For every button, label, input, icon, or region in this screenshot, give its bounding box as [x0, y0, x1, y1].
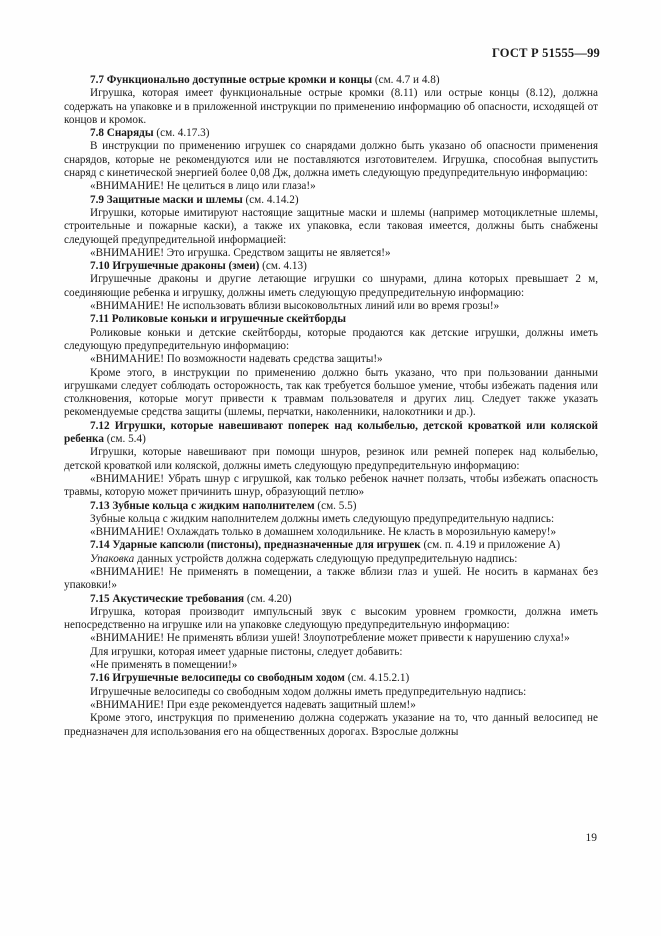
section-reference: (см. 4.13): [262, 260, 307, 273]
section-title: Зубные кольца с жидким наполнителем: [112, 499, 315, 512]
paragraph: Игрушки, которые имитируют настоящие защитные маски и шлемы (например мотоциклетные шлемы, строительные и пожарные каски), а также их упаковка, если таковая имеется, должны быть снабжены следующей предупредительной информацией:: [64, 206, 598, 246]
section-title: Игрушечные драконы (змеи): [112, 260, 260, 273]
paragraph: «ВНИМАНИЕ! Убрать шнур с игрушкой, как только ребенок начнет ползать, чтобы избежать опасность травмы, которую может причинить шнур, образующий петлю»: [64, 472, 598, 499]
section-heading: [64, 127, 598, 140]
section-heading: [64, 74, 598, 87]
paragraph: Игрушечные велосипеды со свободным ходом должны иметь предупредительную надпись:: [90, 685, 527, 698]
section-title: Игрушечные велосипеды со свободным ходом: [112, 672, 345, 685]
section-number: 7.15: [90, 592, 110, 605]
paragraph: «Не применять в помещении!»: [90, 659, 238, 672]
paragraph: Игрушки, которые навешивают при помощи шнуров, резинок или ремней поперек над колыбелью, детской кроваткой или коляской, должны иметь следующую предупредительную информацию:: [64, 446, 598, 472]
paragraph: «ВНИМАНИЕ! По возможности надевать средства защиты!»: [90, 353, 383, 366]
paragraph: «ВНИМАНИЕ! При езде рекомендуется надевать защитный шлем!»: [90, 698, 416, 711]
paragraph: «ВНИМАНИЕ! Не целиться в лицо или глаза!»: [90, 180, 316, 193]
section-number: 7.7: [90, 74, 104, 86]
section-heading: [64, 672, 598, 685]
section-number: 7.13: [90, 499, 110, 512]
section-reference: (см. п. 4.19 и приложение А): [423, 539, 561, 552]
section-reference: (см. 4.17.3): [156, 127, 210, 140]
section-number: 7.9: [90, 193, 104, 206]
section-number: 7.16: [90, 672, 110, 685]
document-body: [64, 74, 598, 739]
paragraph: «ВНИМАНИЕ! Это игрушка. Средством защиты не является!»: [90, 246, 391, 259]
paragraph: [64, 553, 598, 566]
section-number: 7.12: [90, 419, 110, 432]
paragraph: «ВНИМАНИЕ! Не применять в помещении, а также вблизи глаз и ушей. Не носить в карманах без упаковки!»: [64, 565, 598, 592]
section-number: 7.14: [90, 539, 110, 552]
paragraph: Игрушка, которая имеет функциональные острые кромки (8.11) или острые концы (8.12), должна содержать на упаковке и в приложенной инструкции по применению информацию об опасности, исходящей от концов и кромок.: [64, 87, 598, 126]
paragraph: Кроме этого, в инструкции по применению должно быть указано, что при пользовании данными игрушками следует соблюдать осторожность, так как требуется большое умение, чтобы избежать падения или столкновения, которые могут привести к травмам пользователя и других лиц. Следует также указать рекомендуемые средства защиты (шлемы, перчатки, наколенники, налокотники и др.).: [64, 366, 598, 419]
paragraph: Игрушка, которая производит импульсный звук с высоким уровнем громкости, должна иметь непосредственно на игрушке или на упаковке следующую предупредительную информацию:: [64, 605, 598, 632]
section-heading: [64, 500, 598, 513]
paragraph: «ВНИМАНИЕ! Не использовать вблизи высоковольтных линий или во время грозы!»: [90, 300, 500, 313]
paragraph: Кроме этого, инструкция по применению должна содержать указание на то, что данный велосипед не предназначен для использования его на общественных дорогах. Взрослые должны: [64, 712, 598, 738]
page-number: 19: [585, 832, 597, 844]
section-title: Роликовые коньки и игрушечные скейтборды: [111, 313, 346, 326]
section-heading: [64, 420, 598, 447]
section-reference: (см. 5.5): [317, 499, 357, 512]
paragraph: В инструкции по применению игрушек со снарядами должно быть указано об опасности применения снарядов, которые не рекомендуются или не поставляются изготовителем. Игрушка, способная выпустить снаряд с кинетической энергией более 0,08 Дж, должна иметь следующую предупредительную информацию:: [64, 140, 598, 180]
standard-header: ГОСТ Р 51555—99: [491, 46, 600, 60]
section-reference: (см. 4.14.2): [245, 193, 299, 206]
section-number: 7.11: [90, 313, 109, 326]
paragraph-lead: Упаковка: [90, 552, 135, 565]
section-reference: (см. 5.4): [106, 433, 146, 446]
paragraph: Зубные кольца с жидким наполнителем должны иметь следующую предупредительную надпись:: [90, 512, 555, 525]
section-heading: [64, 260, 598, 273]
section-heading: [64, 593, 598, 606]
section-title: Игрушки, которые навешивают поперек над колыбелью, детской кроваткой или коляской ребенка: [64, 419, 599, 446]
section-title: Снаряды: [106, 127, 154, 140]
section-title: Акустические требования: [112, 592, 245, 605]
section-reference: (см. 4.20): [246, 592, 292, 605]
paragraph: «ВНИМАНИЕ! Охлаждать только в домашнем холодильнике. Не класть в морозильную камеру!»: [90, 526, 557, 539]
section-title: Ударные капсюли (пистоны), предназначенные для игрушек: [112, 539, 421, 552]
section-heading: [64, 194, 598, 207]
section-heading: [64, 313, 598, 326]
section-number: 7.8: [90, 127, 104, 140]
section-reference: (см. 4.7 и 4.8): [374, 74, 440, 86]
paragraph: Для игрушки, которая имеет ударные пистоны, следует добавить:: [90, 645, 403, 658]
paragraph: Игрушечные драконы и другие летающие игрушки со шнурами, длина которых превышает 2 м, соединяющие ребенка и игрушку, должны иметь следующую предупредительную информацию:: [64, 273, 598, 299]
paragraph: Роликовые коньки и детские скейтборды, которые продаются как детские игрушки, должны иметь следующую предупредительную информацию:: [64, 326, 598, 352]
section-heading: [64, 539, 598, 552]
section-reference: (см. 4.15.2.1): [347, 672, 410, 685]
paragraph: «ВНИМАНИЕ! Не применять вблизи ушей! Злоупотребление может привести к нарушению слуха!»: [90, 632, 570, 645]
section-title: Функционально доступные острые кромки и концы: [106, 74, 373, 86]
section-title: Защитные маски и шлемы: [106, 193, 243, 206]
section-number: 7.10: [90, 260, 110, 273]
paragraph-text: данных устройств должна содержать следующую предупредительную надпись:: [134, 552, 518, 565]
